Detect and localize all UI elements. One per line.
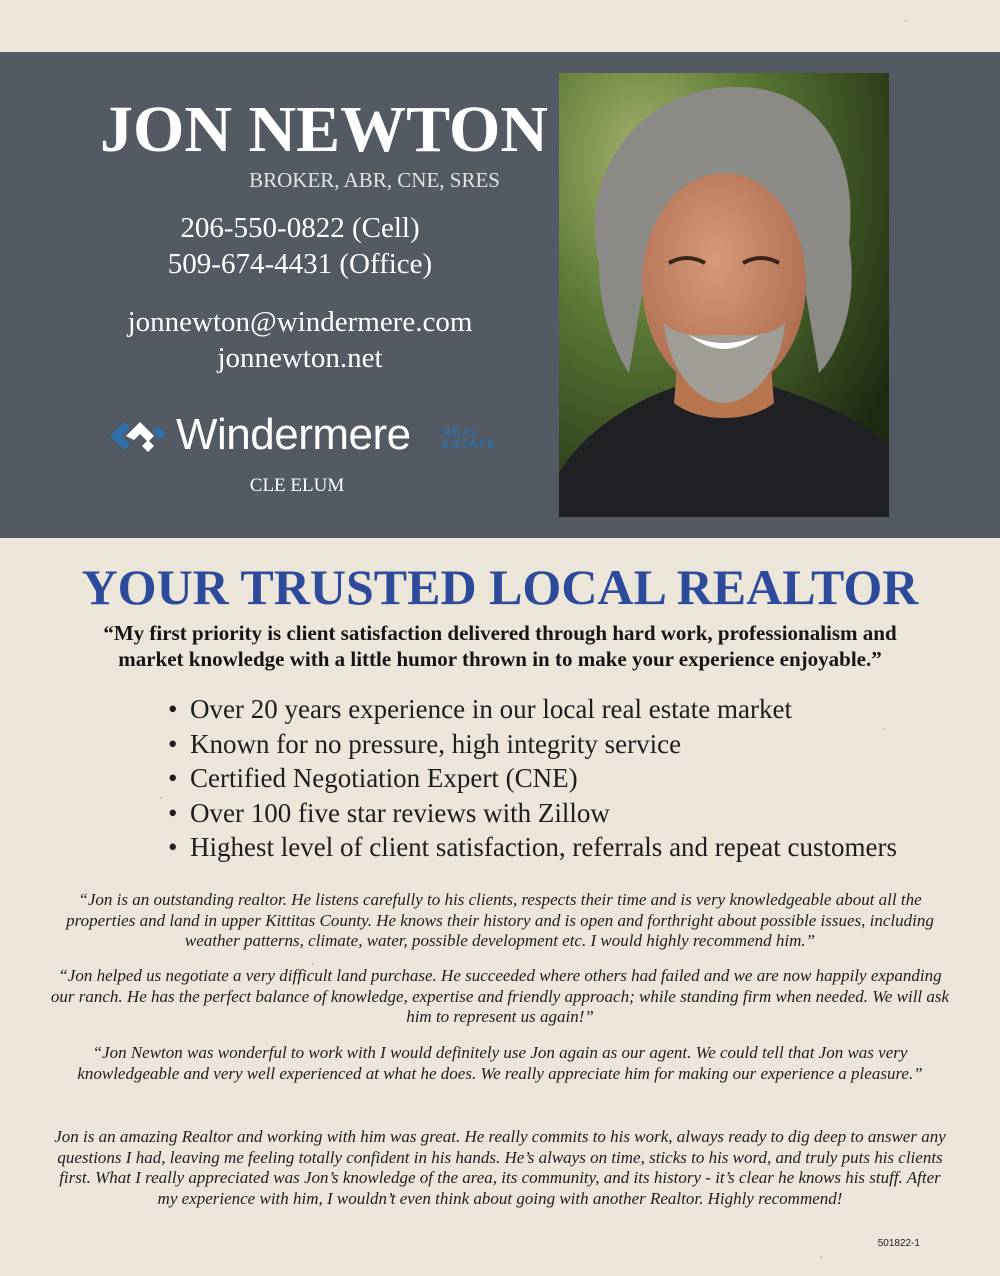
- paper-speck: [820, 1256, 822, 1258]
- email-address: jonnewton@windermere.com: [127, 306, 473, 338]
- testimonial-4: Jon is an amazing Realtor and working with him was great. He really commits to his work, always ready to dig deep to answer any questions I had, leaving me feeling totally confident in his hands. He’s always on time, sticks to his word, and truly puts his clients first. What I really appreciated was Jon’s knowledge of the area, its community, and its history - it’s clear he knows his stuff. After my experience with him, I wouldn’t even think about going with another Realtor. Highly recommend!: [54, 1127, 946, 1208]
- list-item-text: Known for no pressure, high integrity service: [190, 728, 682, 759]
- agent-portrait-image: [559, 73, 889, 517]
- windermere-logo-icon: [108, 418, 168, 454]
- agent-designations: BROKER, ABR, CNE, SRES: [249, 168, 500, 192]
- list-item: • Known for no pressure, high integrity service: [168, 728, 682, 759]
- list-item-text: Certified Negotiation Expert (CNE): [190, 763, 578, 793]
- list-item: • Highest level of client satisfaction, referrals and repeat customers: [168, 832, 897, 862]
- website: jonnewton.net: [217, 342, 383, 374]
- list-item-text: Highest level of client satisfaction, referrals and repeat customers: [190, 832, 897, 862]
- list-item-text: Over 100 five star reviews with Zillow: [190, 797, 610, 828]
- brand-wordmark: Windermere: [176, 410, 411, 459]
- brand-subtitle: [442, 426, 512, 450]
- windermere-logo: [108, 412, 508, 462]
- testimonial-2: “Jon helped us negotiate a very difficult land purchase. He succeeded where others had failed and we are now happily expanding our ranch. He has the perfect balance of knowledge, expertise and friendly approach; while standing firm when needed. We will ask him to represent us again!”: [50, 966, 950, 1027]
- office-phone: 509-674-4431 (Office): [167, 248, 433, 280]
- list-item: • Certified Negotiation Expert (CNE): [168, 763, 578, 793]
- brand-subtitle-line1: REAL: [442, 425, 481, 439]
- paper-speck: [905, 20, 907, 22]
- cell-phone: 206-550-0822 (Cell): [180, 212, 420, 244]
- testimonial-1: “Jon is an outstanding realtor. He listens carefully to his clients, respects their time and is very knowledgeable about all the properties and land in upper Kittitas County. He knows their history and is open and forthright about possible issues, including weather patterns, climate, water, possible development etc. I would highly recommend him.”: [66, 890, 934, 951]
- list-item: • Over 100 five star reviews with Zillow: [168, 797, 610, 828]
- list-item: • Over 20 years experience in our local real estate market: [168, 694, 792, 724]
- agent-photo: [559, 73, 889, 517]
- paper-speck: [312, 963, 314, 965]
- testimonial-3: “Jon Newton was wonderful to work with I would definitely use Jon again as our agent. We could tell that Jon was very knowledgeable and very well experienced at what he does. We really appreciate him for making our experience a pleasure.”: [77, 1043, 923, 1083]
- headline: YOUR TRUSTED LOCAL REALTOR: [81, 559, 919, 615]
- brand-subtitle-line2: ESTATE: [442, 437, 497, 451]
- office-name: CLE ELUM: [249, 475, 345, 496]
- highlights-list: [168, 692, 928, 865]
- document-code: 501822-1: [877, 1238, 920, 1249]
- agent-name: JON NEWTON: [100, 93, 549, 166]
- agent-quote: “My first priority is client satisfaction delivered through hard work, professionalism and market knowledge with a little humor thrown in to make your experience enjoyable.”: [103, 621, 897, 671]
- list-item-text: Over 20 years experience in our local real estate market: [190, 694, 792, 724]
- paper-speck: [160, 797, 162, 799]
